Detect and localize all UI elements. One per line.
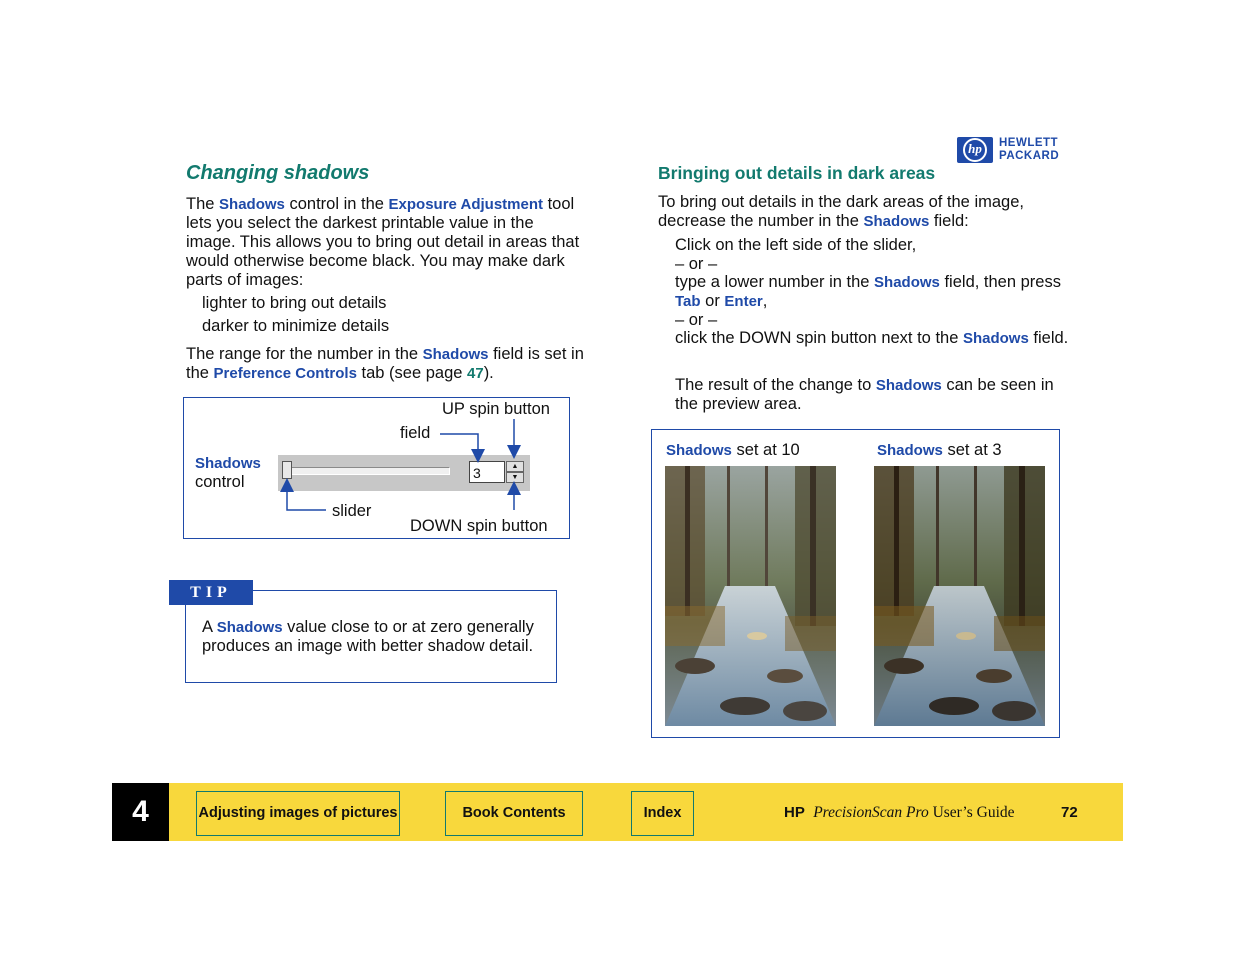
page-link-47[interactable]: 47 (467, 365, 484, 382)
field-label: field (400, 424, 431, 442)
shadows-value-field[interactable]: 3 (469, 461, 505, 483)
spin-down-button[interactable]: ▼ (506, 472, 524, 483)
down-spin-label: DOWN spin button (410, 517, 548, 535)
or-separator: – or – (675, 255, 718, 273)
section-heading-changing-shadows: Changing shadows (186, 162, 370, 184)
step-click-slider: Click on the left side of the slider, (675, 236, 917, 254)
field-arrowhead (471, 449, 485, 463)
step-spin-button: click the DOWN spin button next to the Shadows field. (675, 329, 1069, 347)
forest-stream-photo-shadows-10 (665, 466, 836, 726)
bullet-item: lighter to bring out details (202, 294, 387, 312)
hp-logo-mark: hp (957, 137, 993, 163)
field-arrow-line (440, 434, 478, 450)
chapter-number: 4 (112, 783, 169, 841)
tip-text: A Shadows value close to or at zero generally produces an image with better shadow detail. (202, 618, 534, 655)
book-contents-button[interactable]: Book Contents (445, 791, 583, 836)
page-number: 72 (1061, 804, 1078, 821)
slider-arrow-line (287, 492, 326, 510)
dark-areas-intro: To bring out details in the dark areas of the image, decrease the number in the Shadows field: (658, 193, 1024, 230)
photo-caption-3: Shadows set at 3 (877, 441, 1002, 459)
down-arrow-line (490, 492, 514, 528)
bullet-item: darker to minimize details (202, 317, 390, 335)
down-arrowhead (507, 481, 521, 495)
or-separator: – or – (675, 311, 718, 329)
slider-label: slider (332, 502, 372, 520)
spin-up-button[interactable]: ▲ (506, 461, 524, 472)
guide-title: HP PrecisionScan Pro User’s Guide (784, 804, 1015, 821)
slider-arrowhead (280, 478, 294, 492)
intro-paragraph: The Shadows control in the Exposure Adjustment tool lets you select the darkest printable value in the image. This allows you to bring out detail in areas that would otherwise become black. You may make dark parts of images: (186, 195, 580, 289)
index-button[interactable]: Index (631, 791, 694, 836)
step-type-number: type a lower number in the Shadows field, then press Tab or Enter, (675, 273, 1061, 310)
section-link-button[interactable]: Adjusting images of pictures (196, 791, 400, 836)
hp-logo-words: HEWLETT PACKARD (999, 137, 1060, 162)
diagram-control-label: Shadows control (195, 455, 261, 491)
up-spin-label: UP spin button (442, 400, 550, 418)
range-paragraph: The range for the number in the Shadows field is set in the Preference Controls tab (see page 47). (186, 345, 584, 382)
result-paragraph: The result of the change to Shadows can be seen in the preview area. (675, 376, 1054, 413)
up-arrowhead (507, 445, 521, 459)
tip-label: TIP (169, 580, 253, 605)
photo-caption-10: Shadows set at 10 (666, 441, 800, 459)
forest-stream-photo-shadows-3 (874, 466, 1045, 726)
section-heading-dark-areas: Bringing out details in dark areas (658, 163, 936, 183)
